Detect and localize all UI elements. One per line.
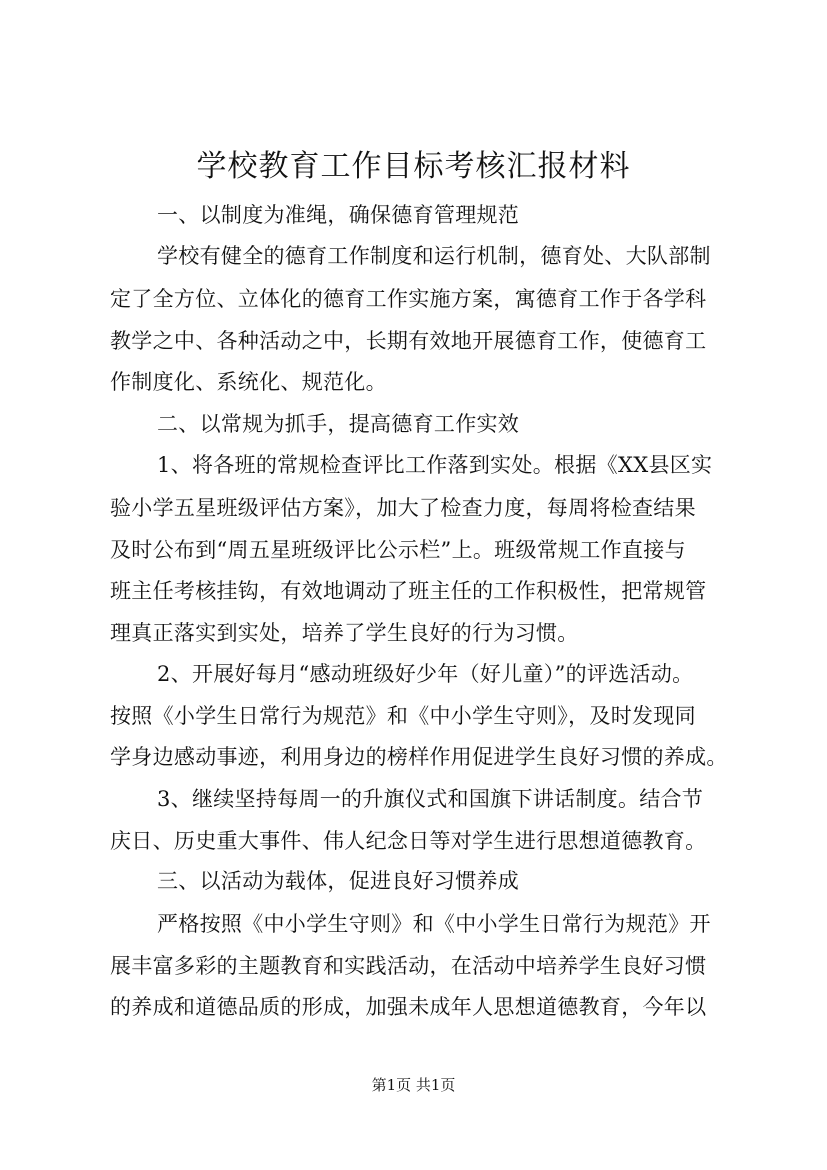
section-heading-1: 一、以制度为准绳，确保德育管理规范	[157, 203, 520, 227]
paragraph-line: 展丰富多彩的主题教育和实践活动，在活动中培养学生良好习惯	[110, 954, 707, 978]
paragraph-line: 定了全方位、立体化的德育工作实施方案，寓德育工作于各学科	[110, 287, 707, 311]
paragraph-line: 理真正落实到实处，培养了学生良好的行为习惯。	[110, 621, 579, 645]
paragraph-line: 1、将各班的常规检查评比工作落到实处。根据《XX县区实	[157, 453, 713, 477]
paragraph-line: 严格按照《中小学生守则》和《中小学生日常行为规范》开	[157, 912, 711, 936]
page-footer: 第1页 共1页	[371, 1076, 456, 1094]
paragraph-line: 及时公布到“周五星班级评比公示栏”上。班级常规工作直接与	[110, 538, 686, 562]
paragraph-line: 按照《小学生日常行为规范》和《中小学生守则》，及时发现同	[110, 704, 696, 728]
paragraph-line: 验小学五星班级评估方案》，加大了检查力度，每周将检查结果	[110, 496, 696, 520]
paragraph-line: 作制度化、系统化、规范化。	[110, 370, 387, 394]
document-title: 学校教育工作目标考核汇报材料	[196, 149, 631, 184]
paragraph-line: 2、开展好每月“感动班级好少年（好儿童）”的评选活动。	[157, 662, 694, 686]
paragraph-line: 的养成和道德品质的形成，加强未成年人思想道德教育，今年以	[110, 995, 707, 1019]
paragraph-line: 班主任考核挂钩，有效地调动了班主任的工作积极性，把常规管	[110, 579, 707, 603]
section-heading-3: 三、以活动为载体，促进良好习惯养成	[157, 869, 520, 893]
paragraph-line: 学身边感动事迹，利用身边的榜样作用促进学生良好习惯的养成。	[110, 745, 728, 769]
paragraph-line: 庆日、历史重大事件、伟人纪念日等对学生进行思想道德教育。	[110, 829, 707, 853]
paragraph-line: 教学之中、各种活动之中，长期有效地开展德育工作，使德育工	[110, 329, 707, 353]
paragraph-line: 3、继续坚持每周一的升旗仪式和国旗下讲话制度。结合节	[157, 787, 704, 811]
section-heading-2: 二、以常规为抓手，提高德育工作实效	[157, 412, 520, 436]
paragraph-line: 学校有健全的德育工作制度和运行机制，德育处、大队部制	[157, 244, 711, 268]
